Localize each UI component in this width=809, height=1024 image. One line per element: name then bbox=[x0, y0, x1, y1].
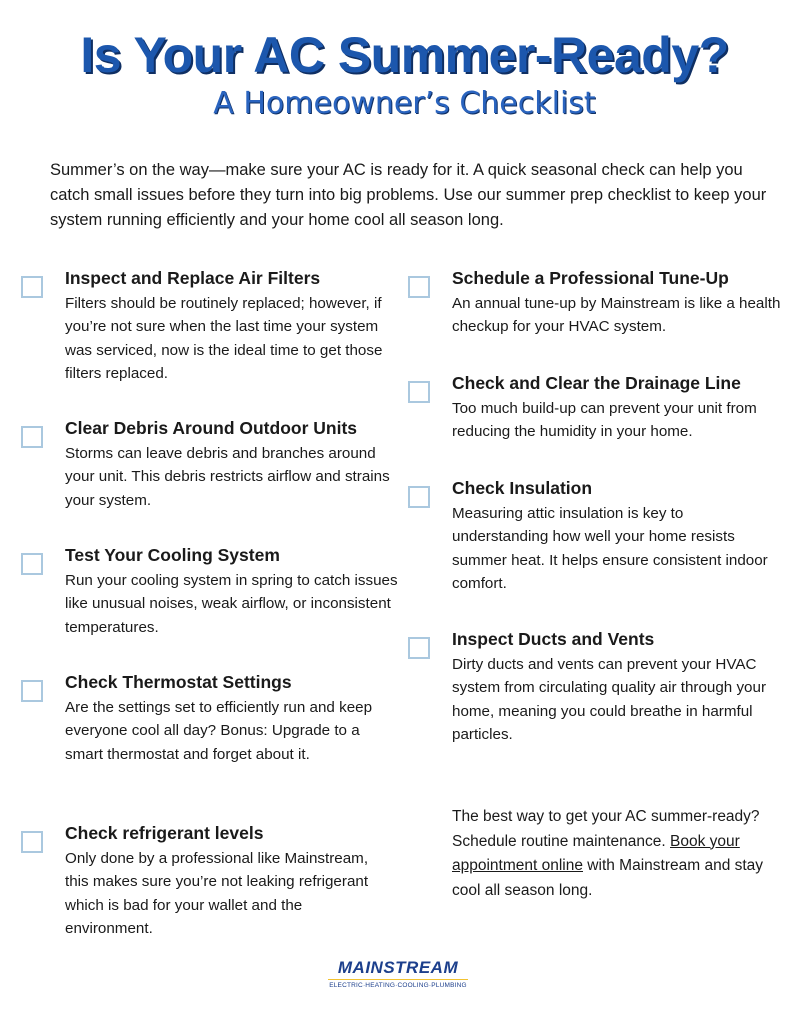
closing-paragraph bbox=[452, 805, 772, 903]
checklist-item-body: Storms can leave debris and branches around your unit. This debris restricts airflow and strains your system. bbox=[65, 445, 390, 509]
page-title: Is Your AC Summer-Ready? bbox=[80, 27, 729, 83]
checklist-item-body: Dirty ducts and vents can prevent your HVAC system from circulating quality air through your home, meaning you could breathe in harmful particles. bbox=[452, 656, 766, 743]
checkbox[interactable] bbox=[408, 637, 430, 659]
checkbox[interactable] bbox=[21, 426, 43, 448]
checklist-item-title: Test Your Cooling System bbox=[65, 545, 280, 565]
page-subtitle: A Homeowner’s Checklist bbox=[213, 86, 596, 121]
checkbox[interactable] bbox=[21, 831, 43, 853]
checkbox[interactable] bbox=[21, 553, 43, 575]
book-appointment-link[interactable]: Book your appointment online bbox=[452, 832, 740, 874]
checklist-item-title: Inspect and Replace Air Filters bbox=[65, 268, 321, 288]
checklist-item-body: Are the settings set to efficiently run and keep everyone cool all day? Bonus: Upgrade to a smart thermostat and forget about it. bbox=[65, 699, 373, 763]
intro-paragraph: Summer’s on the way—make sure your AC is ready for it. A quick seasonal check can help you catch small issues before they turn into big problems. Use our summer prep checklist to keep your system running efficiently and your home cool all season long. bbox=[50, 161, 767, 229]
checklist-item-body: An annual tune-up by Mainstream is like a health checkup for your HVAC system. bbox=[452, 295, 781, 336]
checklist-item-title: Check and Clear the Drainage Line bbox=[452, 373, 741, 393]
checklist-item-body: Run your cooling system in spring to catch issues like unusual noises, weak airflow, or inconsistent temperatures. bbox=[65, 572, 398, 636]
checklist-item-title: Check Thermostat Settings bbox=[65, 672, 292, 692]
checkbox[interactable] bbox=[408, 381, 430, 403]
mainstream-logo bbox=[328, 957, 468, 997]
checklist-item-body: Filters should be routinely replaced; however, if you’re not sure when the last time your system was serviced, now is the ideal time to get those filters replaced. bbox=[65, 295, 383, 382]
checklist-item-title: Schedule a Professional Tune-Up bbox=[452, 268, 729, 288]
closing-text: The best way to get your AC summer-ready? Schedule routine maintenance. bbox=[452, 808, 760, 850]
checkbox[interactable] bbox=[408, 276, 430, 298]
logo-name: MAINSTREAM bbox=[337, 958, 459, 977]
checklist-item-title: Check refrigerant levels bbox=[65, 823, 264, 843]
checklist-item-body: Measuring attic insulation is key to understanding how well your home resists summer heat. It helps ensure consistent indoor comfort. bbox=[452, 505, 768, 592]
checkbox[interactable] bbox=[21, 680, 43, 702]
checklist-item-title: Clear Debris Around Outdoor Units bbox=[65, 418, 358, 438]
checklist-item-title: Check Insulation bbox=[452, 478, 593, 498]
checklist-item-title: Inspect Ducts and Vents bbox=[452, 629, 655, 649]
checklist-item-body: Only done by a professional like Mainstream, this makes sure you’re not leaking refrigerant which is bad for your wallet and the environment. bbox=[65, 850, 369, 937]
checkbox[interactable] bbox=[408, 486, 430, 508]
logo-tagline: ELECTRIC·HEATING·COOLING·PLUMBING bbox=[328, 979, 468, 991]
checkbox[interactable] bbox=[21, 276, 43, 298]
closing-text-end: with Mainstream and stay cool all season long. bbox=[452, 857, 764, 899]
checklist-item-body: Too much build-up can prevent your unit from reducing the humidity in your home. bbox=[452, 400, 757, 441]
